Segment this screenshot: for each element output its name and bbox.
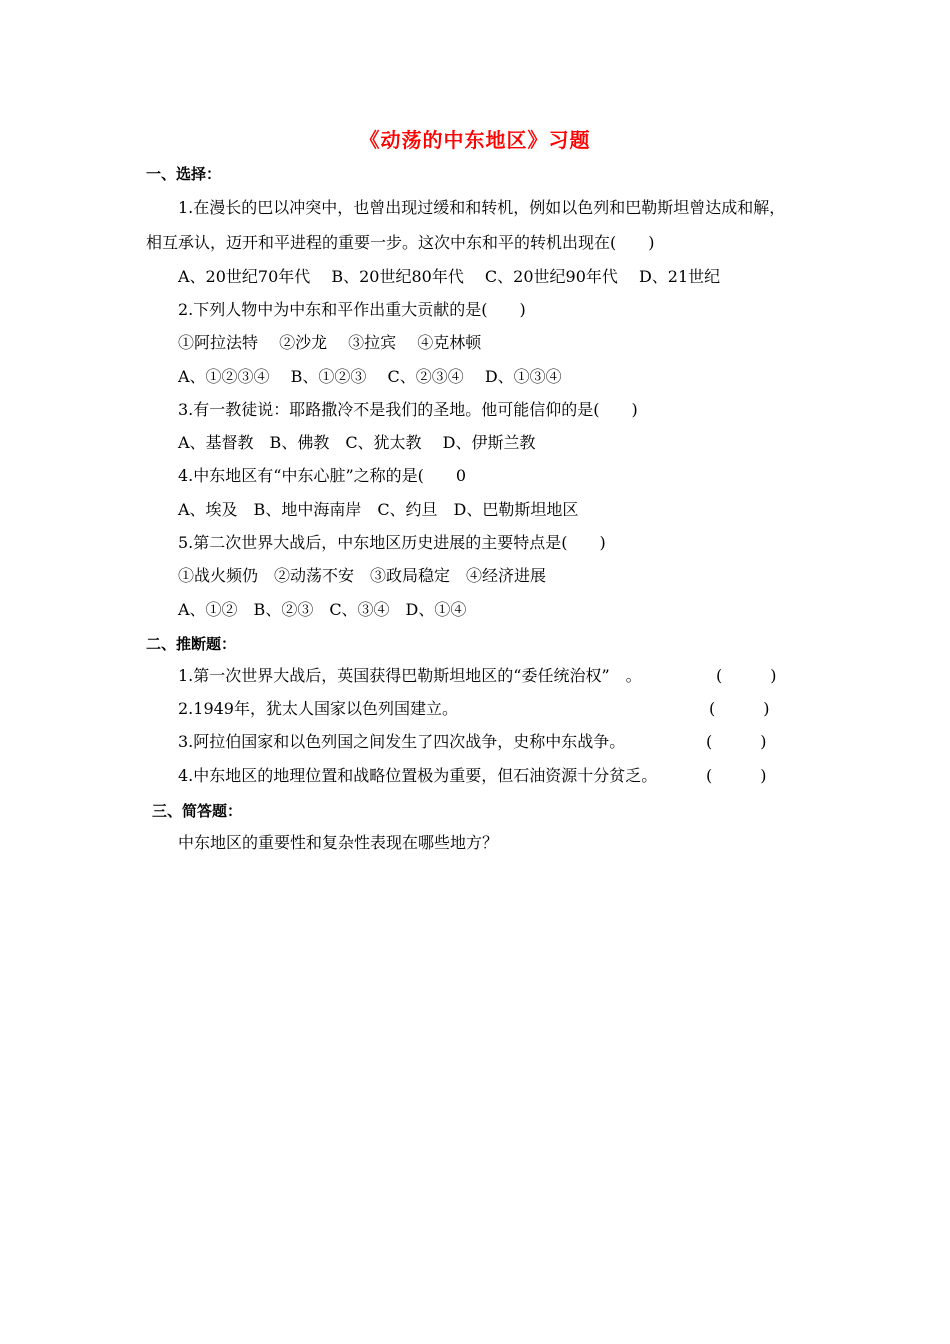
question-2-options: A、①②③④ B、①②③ C、②③④ D、①③④ [178,367,562,386]
judgment-item-1: 1.第一次世界大战后，英国获得巴勒斯坦地区的“委任统治权” 。 [178,666,642,685]
question-2-items: ①阿拉法特 ②沙龙 ③拉宾 ④克林顿 [178,333,482,352]
judgment-answer-blank-4: ( ) [706,766,767,785]
question-3: 3.有一教徒说：耶路撒冷不是我们的圣地。他可能信仰的是( ) [178,400,638,419]
document-title: 《动荡的中东地区》习题 [359,128,591,152]
question-2: 2.下列人物中为中东和平作出重大贡献的是( ) [178,300,526,319]
question-4-options: A、埃及 B、地中海南岸 C、约旦 D、巴勒斯坦地区 [178,500,579,519]
judgment-item-3: 3.阿拉伯国家和以色列国之间发生了四次战争，史称中东战争。 [178,732,626,751]
section-heading-judgment: 二、推断题： [146,635,237,653]
question-1-line-2: 相互承认，迈开和平进程的重要一步。这次中东和平的转机出现在( ) [146,233,655,252]
question-5: 5.第二次世界大战后，中东地区历史进展的主要特点是( ) [178,533,606,552]
question-3-options: A、基督教 B、佛教 C、犹太教 D、伊斯兰教 [178,433,536,452]
judgment-item-2: 2.1949年，犹太人国家以色列国建立。 [178,699,458,718]
question-5-options: A、①② B、②③ C、③④ D、①④ [178,600,467,619]
section-heading-short-answer: 三、简答题： [152,802,243,820]
question-1-options: A、20世纪70年代 B、20世纪80年代 C、20世纪90年代 D、21世纪 [178,267,721,286]
section-heading-choice: 一、选择： [146,165,222,183]
question-5-items: ①战火频仍 ②动荡不安 ③政局稳定 ④经济进展 [178,566,547,585]
judgment-answer-blank-1: ( ) [716,666,777,685]
question-1-line-1: 1.在漫长的巴以冲突中，也曾出现过缓和和转机，例如以色列和巴勒斯坦曾达成和解， [178,198,786,217]
short-answer-question: 中东地区的重要性和复杂性表现在哪些地方？ [178,833,499,852]
judgment-item-4: 4.中东地区的地理位置和战略位置极为重要，但石油资源十分贫乏。 [178,766,658,785]
judgment-answer-blank-2: ( ) [709,699,770,718]
judgment-answer-blank-3: ( ) [706,732,767,751]
question-4: 4.中东地区有“中东心脏”之称的是( 0 [178,466,467,485]
